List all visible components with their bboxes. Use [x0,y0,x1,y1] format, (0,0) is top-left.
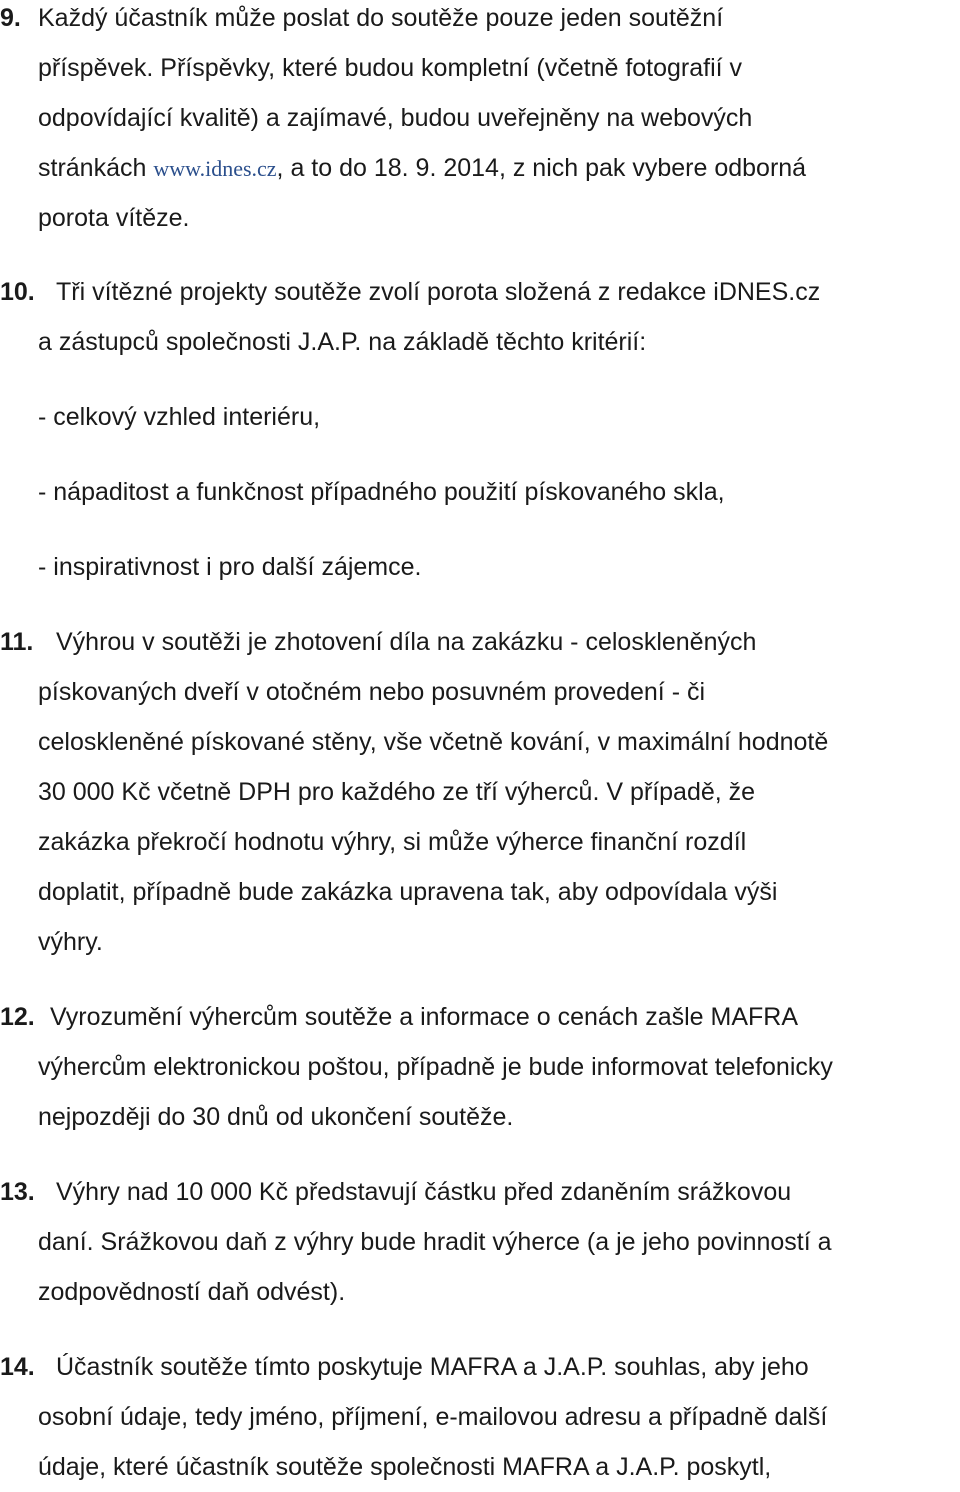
criteria-item: - nápaditost a funkčnost případného použití pískovaného skla, [38,478,725,506]
rule-text-continued [38,317,960,367]
rule-text-continued [38,1217,960,1317]
rule-number: 13. [0,1178,35,1206]
rule-number: 14. [0,1353,35,1381]
text-line: Výhry nad 10 000 Kč představují částku před zdaněním srážkovou [56,1178,792,1206]
rule-text-continued [38,1042,960,1142]
text-line: daní. Srážkovou daň z výhry bude hradit výherce (a je jeho povinností a [38,1228,832,1256]
text-line: porota vítěze. [38,204,190,232]
rule-number: 10. [0,278,35,306]
rule-text-continued [38,667,960,967]
rule-text [50,992,960,1042]
text-line: Výhrou v soutěži je zhotovení díla na zakázku - celoskleněných [56,628,757,656]
text-line: výhercům elektronickou poštou, případně je bude informovat telefonicky [38,1053,833,1081]
rule-text [38,0,960,243]
text-line: výhry. [38,928,103,956]
text-line: 30 000 Kč včetně DPH pro každého ze tří výherců. V případě, že [38,778,756,806]
text-line: Vyrozumění výhercům soutěže a informace o cenách zašle MAFRA [50,1003,798,1031]
text-line: nejpozději do 30 dnů od ukončení soutěže. [38,1103,514,1131]
text-line: a zástupců společnosti J.A.P. na základě těchto kritérií: [38,328,647,356]
text-segment: stránkách [38,154,154,182]
rule-number: 9. [0,4,21,32]
text-line: Tři vítězné projekty soutěže zvolí porota složená z redakce iDNES.cz [56,278,821,306]
text-line: zakázka překročí hodnotu výhry, si může výherce finanční rozdíl [38,828,747,856]
text-line: doplatit, případně bude zakázka upravena tak, aby odpovídala výši [38,878,778,906]
text-line: celoskleněné pískované stěny, vše včetně kování, v maximální hodnotě [38,728,829,756]
rule-text [56,617,960,667]
rule-text-continued [38,1392,960,1492]
text-line: Účastník soutěže tímto poskytuje MAFRA a J.A.P. souhlas, aby jeho [56,1353,809,1381]
text-line-with-link [38,143,960,193]
website-link[interactable]: www.idnes.cz [153,156,277,181]
criteria-item: - celkový vzhled interiéru, [38,403,321,431]
text-line: pískovaných dveří v otočném nebo posuvném provedení - či [38,678,706,706]
text-line: zodpovědností daň odvést). [38,1278,346,1306]
text-line: odpovídající kvalitě) a zajímavé, budou uveřejněny na webových [38,104,753,132]
rule-number: 12. [0,1003,35,1031]
text-line: osobní údaje, tedy jméno, příjmení, e-mailovou adresu a případně další [38,1403,828,1431]
text-segment: , a to do 18. 9. 2014, z nich pak vybere odborná [276,154,807,182]
rule-number: 11. [0,628,34,656]
text-line: příspěvek. Příspěvky, které budou kompletní (včetně fotografií v [38,54,743,82]
text-line: Každý účastník může poslat do soutěže pouze jeden soutěžní [38,4,724,32]
rule-text [56,1167,960,1217]
rule-text [56,1342,960,1392]
rule-text [56,267,960,317]
criteria-item: - inspirativnost i pro další zájemce. [38,553,422,581]
text-line: údaje, které účastník soutěže společnosti MAFRA a J.A.P. poskytl, [38,1453,772,1481]
